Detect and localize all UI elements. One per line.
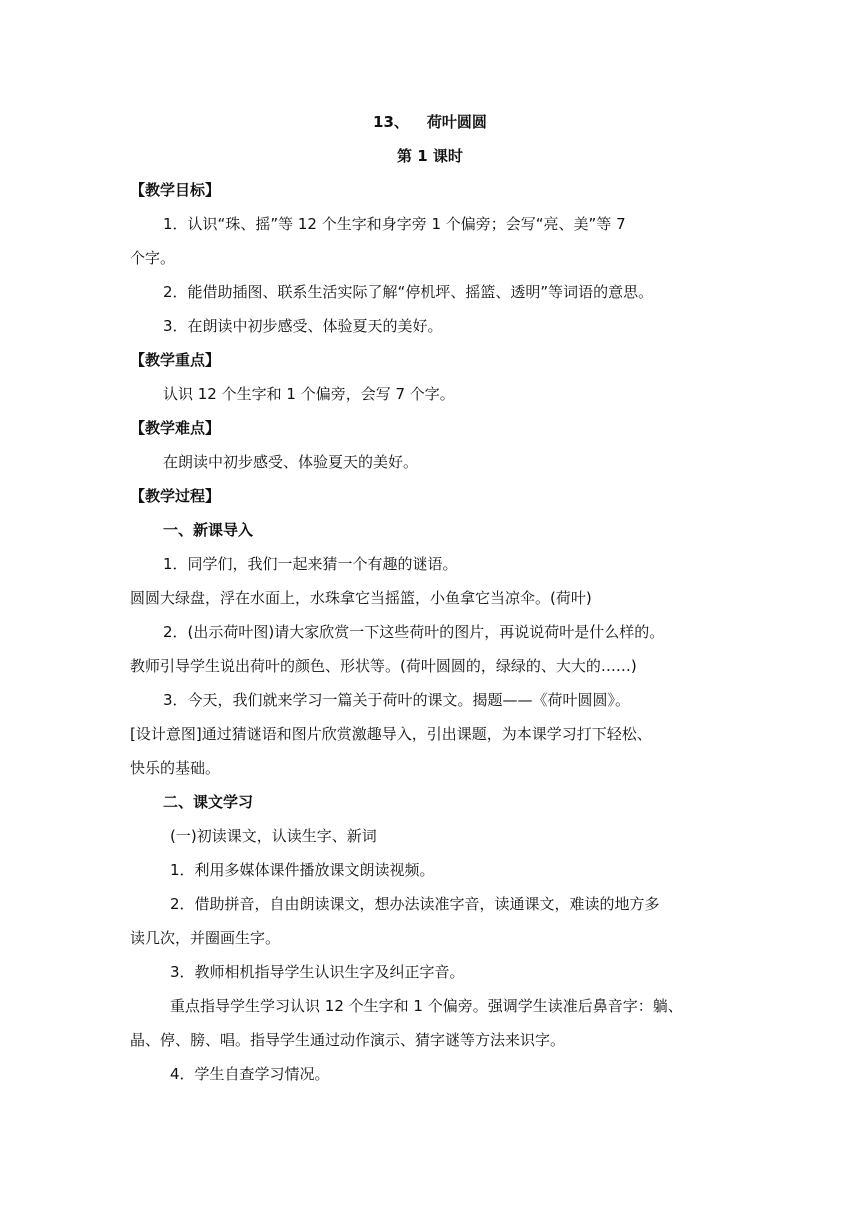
- part1-step3: 3．今天，我们就来学习一篇关于荷叶的课文。揭题——《荷叶圆圆》。: [163, 691, 631, 709]
- goal-2: 2．能借助插图、联系生活实际了解“停机坪、摇篮、透明”等词语的意思。: [163, 283, 654, 301]
- difficult-text: 在朗读中初步感受、体验夏天的美好。: [163, 453, 419, 471]
- part1-heading: 一、新课导入: [163, 521, 254, 539]
- part1-step2-line2: 教师引导学生说出荷叶的颜色、形状等。(荷叶圆圆的，绿绿的、大大的……): [130, 657, 637, 675]
- lesson-number: 13、: [373, 113, 409, 131]
- goals-heading: 【教学目标】: [130, 181, 221, 199]
- part2-step4: 4．学生自查学习情况。: [170, 1065, 330, 1083]
- part1-riddle: 圆圆大绿盘，浮在水面上，水珠拿它当摇篮，小鱼拿它当凉伞。(荷叶): [130, 589, 592, 607]
- part2-step1: 1．利用多媒体课件播放课文朗读视频。: [170, 861, 435, 879]
- part1-design-line2: 快乐的基础。: [130, 759, 221, 777]
- goal-1-line1: 1．认识“珠、摇”等 12 个生字和身字旁 1 个偏旁；会写“亮、美”等 7: [163, 215, 626, 233]
- key-text: 认识 12 个生字和 1 个偏旁，会写 7 个字。: [163, 385, 455, 403]
- part1-step1: 1．同学们，我们一起来猜一个有趣的谜语。: [163, 555, 458, 573]
- goal-3: 3．在朗读中初步感受、体验夏天的美好。: [163, 317, 443, 335]
- difficult-heading: 【教学难点】: [130, 419, 221, 437]
- key-heading: 【教学重点】: [130, 351, 221, 369]
- part2-step3: 3．教师相机指导学生认识生字及纠正字音。: [170, 963, 465, 981]
- lesson-subtitle: 第 1 课时: [397, 147, 463, 165]
- part2-focus-line1: 重点指导学生学习认识 12 个生字和 1 个偏旁。强调学生读准后鼻音字：躺、: [170, 997, 683, 1015]
- part1-design-line1: [设计意图]通过猜谜语和图片欣赏激趣导入，引出课题，为本课学习打下轻松、: [130, 725, 652, 743]
- part2-step2-line1: 2．借助拼音，自由朗读课文，想办法读准字音，读通课文，难读的地方多: [170, 895, 660, 913]
- goal-1-line2: 个字。: [130, 249, 176, 267]
- lesson-name: 荷叶圆圆: [426, 113, 487, 131]
- part2-heading: 二、课文学习: [163, 793, 254, 811]
- part1-step2-line1: 2．(出示荷叶图)请大家欣赏一下这些荷叶的图片，再说说荷叶是什么样的。: [163, 623, 665, 641]
- process-heading: 【教学过程】: [130, 487, 221, 505]
- part2-subheading: (一)初读课文，认读生字、新词: [170, 827, 377, 845]
- part2-step2-line2: 读几次，并圈画生字。: [130, 929, 281, 947]
- lesson-title: [0, 112, 860, 132]
- part2-focus-line2: 晶、停、膀、唱。指导学生通过动作演示、猜字谜等方法来识字。: [130, 1031, 566, 1049]
